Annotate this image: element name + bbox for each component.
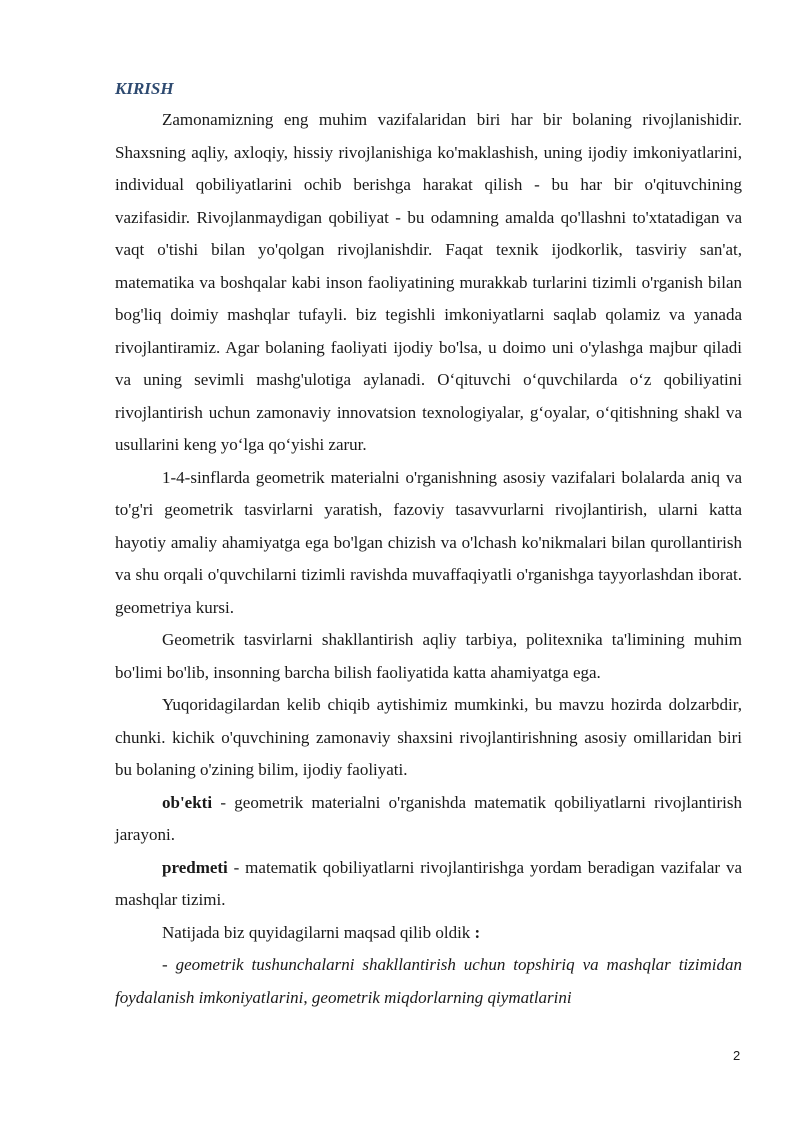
section-heading: KIRISH <box>115 79 174 98</box>
paragraph-object <box>115 787 742 852</box>
paragraph-intro: Zamonamizning eng muhim vazifalaridan biri har bir bolaning rivojlanishidir. Shaxsning aqliy, axloqiy, hissiy rivojlanishiga ko'maklashish, uning ijodiy imkoniyatlarini, individual qobiliyatlarini ochib berishga harakat qilish - bu har bir o'qituvchining vazifasidir. Rivojlanmaydigan qobiliyat - bu odamning amalda qo'llashni to'xtatadigan va vaqt o'tishi bilan yo'qolgan rivojlanishdir. Faqat texnik ijodkorlik, tasviriy san'at, matematika va boshqalar kabi inson faoliyatining murakkab turlarini tizimli o'rganish bilan bog'liq doimiy mashqlar tufayli. biz tegishli imkoniyatlarni saqlab qolamiz va yanada rivojlantiramiz. Agar bolaning faoliyati ijodiy bo'lsa, u doimo uni o'ylashga majbur qiladi va uning sevimli mashg'ulotiga aylanadi. O‘qituvchi o‘quvchilarda o‘z qobiliyatini rivojlantirish uchun zamonaviy innovatsion texnologiyalar, g‘oyalar, o‘qitishning shakl va usullarini keng yo‘lga qo‘yishi zarur. <box>115 110 742 454</box>
goal-item-part-c: geometrik miqdorlarning qiymatlarini <box>311 987 572 1007</box>
object-label: ob'ekti <box>162 792 213 812</box>
paragraph-subject <box>115 852 742 917</box>
page-content <box>115 76 742 1014</box>
paragraph-tasks: 1-4-sinflarda geometrik materialni o'rganishning asosiy vazifalari bolalarda aniq va to'g'ri geometrik tasvirlarni yaratish, fazoviy tasavvurlarni rivojlantirish, ularni katta hayotiy amaliy ahamiyatga ega bo'lgan chizish va o'lchash ko'nikmalari bilan qurollantirish va shu orqali o'quvchilarni tizimli ravishda muvaffaqiyatli o'rganishga tayyorlashdan iborat. geometriya kursi. <box>115 467 742 617</box>
subject-label: predmeti <box>162 857 228 877</box>
paragraph-geometric-images: Geometrik tasvirlarni shakllantirish aqliy tarbiya, politexnika ta'limining muhim bo'limi bo'lib, insonning barcha bilish faoliyatida katta ahamiyatga ega. <box>115 630 742 682</box>
paragraph-goal-item <box>115 949 742 1014</box>
paragraph-goal <box>115 917 742 950</box>
goal-colon: : <box>474 922 481 942</box>
goal-item-separator: , <box>303 987 312 1007</box>
goal-text: Natijada biz quyidagilarni maqsad qilib oldik <box>162 922 475 942</box>
paragraph-relevance: Yuqoridagilardan kelib chiqib aytishimiz mumkinki, bu mavzu hozirda dolzarbdir, chunki. kichik o'quvchining zamonaviy shaxsini rivojlantirishning asosiy omillaridan biri bu bolaning o'zining bilim, ijodiy faoliyati. <box>115 695 742 779</box>
object-text: - geometrik materialni o'rganishda matematik qobiliyatlarni rivojlantirish jarayoni. <box>115 792 742 844</box>
page-number: 2 <box>733 1048 741 1063</box>
subject-text: - matematik qobiliyatlarni rivojlantirishga yordam beradigan vazifalar va mashqlar tizimi. <box>115 857 742 909</box>
goal-item-part-a: - geometrik tushunchalarni shakllantirish uchun topshiriq va mashqlar tizimidan foydalanish imkoniyatlarini <box>115 955 742 1007</box>
